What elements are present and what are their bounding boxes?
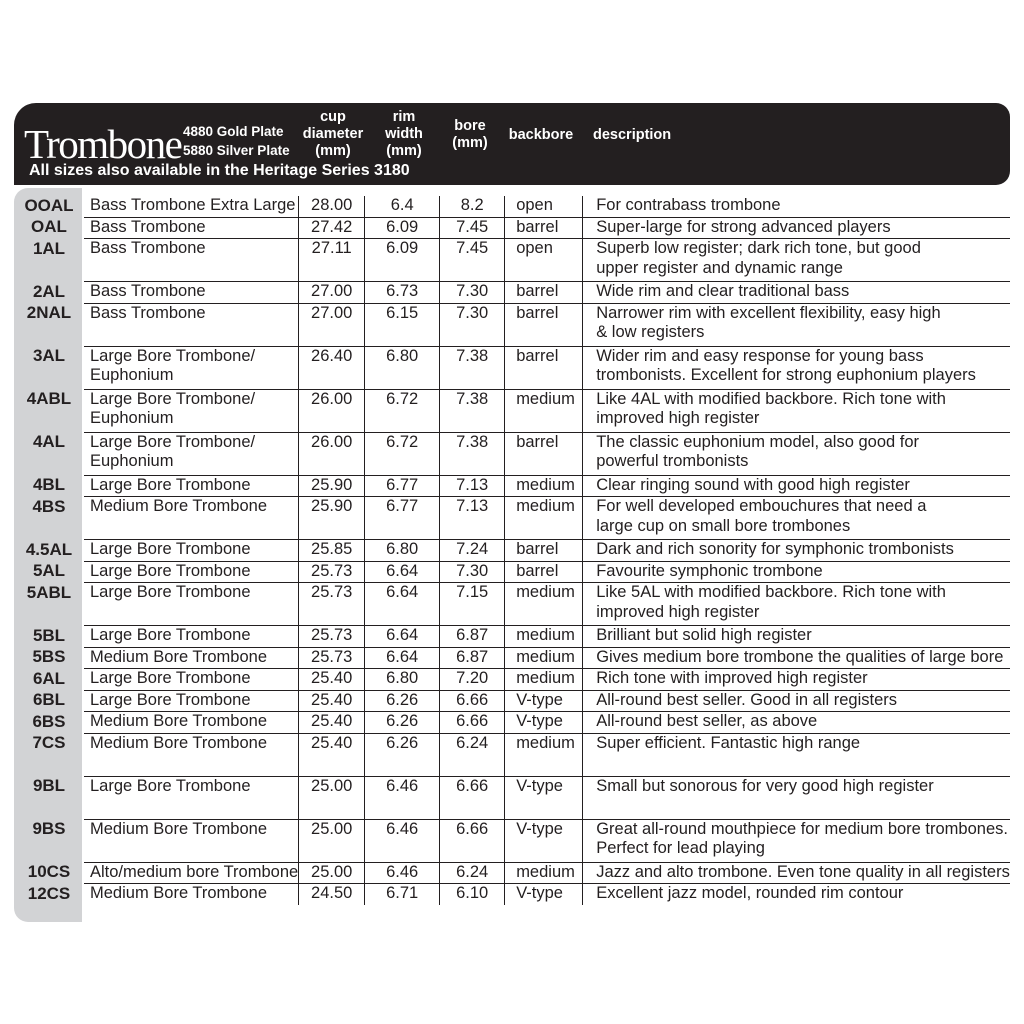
mouthpiece-table bbox=[14, 196, 1010, 905]
backbore-type: open bbox=[505, 196, 583, 217]
table-row bbox=[14, 733, 1010, 776]
cup-diameter: 25.00 bbox=[299, 862, 365, 884]
cup-diameter: 25.00 bbox=[299, 776, 365, 819]
brand-title: Trombone bbox=[24, 121, 182, 167]
model-code: 6AL bbox=[32, 668, 66, 688]
table-row bbox=[14, 303, 1010, 346]
model-name: Medium Bore Trombone bbox=[84, 647, 299, 669]
model-code: 2NAL bbox=[26, 303, 72, 322]
backbore-type: V-type bbox=[505, 712, 583, 734]
model-code: 5BS bbox=[32, 647, 66, 666]
model-name: Medium Bore Trombone bbox=[84, 497, 299, 540]
cup-diameter: 24.50 bbox=[299, 884, 365, 905]
description: Wide rim and clear traditional bass bbox=[583, 282, 1010, 304]
bore-size: 7.30 bbox=[440, 303, 505, 346]
model-code: 4AL bbox=[32, 432, 66, 451]
model-code: OOAL bbox=[24, 196, 74, 215]
table-row bbox=[14, 282, 1010, 304]
heritage-note: All sizes also available in the Heritage Series 3180 bbox=[29, 162, 410, 179]
description: Excellent jazz model, rounded rim contour bbox=[583, 884, 1010, 905]
model-code: 1AL bbox=[32, 238, 66, 258]
description: Jazz and alto trombone. Even tone quality in all registers bbox=[583, 862, 1010, 884]
cup-diameter: 25.00 bbox=[299, 819, 365, 862]
rim-width: 6.72 bbox=[365, 432, 440, 475]
rim-width: 6.46 bbox=[365, 862, 440, 884]
backbore-type: medium bbox=[505, 583, 583, 626]
cup-diameter: 26.40 bbox=[299, 346, 365, 389]
description: Super efficient. Fantastic high range bbox=[583, 733, 1010, 776]
table-row bbox=[14, 884, 1010, 905]
bore-size: 7.38 bbox=[440, 389, 505, 432]
table-row bbox=[14, 561, 1010, 583]
backbore-type: barrel bbox=[505, 217, 583, 239]
model-name: Large Bore Trombone bbox=[84, 583, 299, 626]
table-row bbox=[14, 432, 1010, 475]
cup-diameter: 25.40 bbox=[299, 712, 365, 734]
column-header-rim: rim width (mm) bbox=[385, 109, 423, 159]
backbore-type: barrel bbox=[505, 561, 583, 583]
rim-width: 6.64 bbox=[365, 647, 440, 669]
model-code: 9BL bbox=[32, 776, 66, 795]
model-code: 4.5AL bbox=[25, 539, 73, 559]
backbore-type: medium bbox=[505, 389, 583, 432]
model-name: Large Bore Trombone bbox=[84, 561, 299, 583]
description: Super-large for strong advanced players bbox=[583, 217, 1010, 239]
table-header bbox=[14, 103, 1010, 185]
model-code: 6BS bbox=[32, 711, 66, 731]
table-row bbox=[14, 217, 1010, 239]
cup-diameter: 25.40 bbox=[299, 669, 365, 691]
cup-diameter: 25.73 bbox=[299, 626, 365, 648]
table-row bbox=[14, 497, 1010, 540]
backbore-type: V-type bbox=[505, 819, 583, 862]
model-name: Bass Trombone bbox=[84, 282, 299, 304]
bore-size: 7.13 bbox=[440, 475, 505, 497]
description: Brilliant but solid high register bbox=[583, 626, 1010, 648]
cup-diameter: 25.90 bbox=[299, 475, 365, 497]
model-name: Medium Bore Trombone bbox=[90, 884, 267, 902]
bore-size: 7.30 bbox=[440, 561, 505, 583]
backbore-type: medium bbox=[505, 862, 583, 884]
model-name: Alto/medium bore Trombone bbox=[84, 862, 299, 884]
backbore-type: V-type bbox=[505, 690, 583, 712]
cup-diameter: 27.00 bbox=[299, 303, 365, 346]
description: For well developed embouchures that need a large cup on small bore trombones bbox=[583, 497, 1010, 540]
rim-width: 6.80 bbox=[365, 346, 440, 389]
bore-size: 7.45 bbox=[440, 239, 505, 282]
model-code: 5AL bbox=[32, 561, 66, 580]
rim-width: 6.73 bbox=[365, 282, 440, 304]
table-row bbox=[14, 239, 1010, 282]
column-header-cup: cup diameter (mm) bbox=[302, 109, 364, 159]
model-code: 7CS bbox=[32, 733, 66, 752]
bore-size: 7.20 bbox=[440, 669, 505, 691]
backbore-type: medium bbox=[505, 626, 583, 648]
bore-size: 7.38 bbox=[440, 346, 505, 389]
bore-size: 6.66 bbox=[440, 819, 505, 862]
table-row bbox=[14, 712, 1010, 734]
model-code: 4ABL bbox=[26, 389, 72, 408]
backbore-type: medium bbox=[505, 669, 583, 691]
bore-size: 6.24 bbox=[440, 733, 505, 776]
table-row bbox=[14, 389, 1010, 432]
cup-diameter: 27.42 bbox=[299, 217, 365, 239]
table-row bbox=[14, 862, 1010, 884]
rim-width: 6.71 bbox=[365, 884, 440, 905]
model-name: Large Bore Trombone bbox=[84, 540, 299, 562]
backbore-type: medium bbox=[505, 475, 583, 497]
bore-size: 6.87 bbox=[440, 647, 505, 669]
model-name: Bass Trombone bbox=[84, 303, 299, 346]
model-name: Medium Bore Trombone bbox=[84, 712, 299, 734]
column-header-description: description bbox=[593, 127, 672, 143]
backbore-type: medium bbox=[505, 647, 583, 669]
description: All-round best seller, as above bbox=[583, 712, 1010, 734]
table-row bbox=[14, 776, 1010, 819]
table-row bbox=[14, 690, 1010, 712]
table-row bbox=[14, 626, 1010, 648]
rim-width: 6.77 bbox=[365, 497, 440, 540]
bore-size: 6.66 bbox=[440, 690, 505, 712]
rim-width: 6.64 bbox=[365, 583, 440, 626]
backbore-type: barrel bbox=[505, 432, 583, 475]
rim-width: 6.46 bbox=[365, 776, 440, 819]
backbore-type: barrel bbox=[505, 282, 583, 304]
model-name: Bass Trombone Extra Large bbox=[84, 196, 299, 217]
rim-width: 6.80 bbox=[365, 540, 440, 562]
rim-width: 6.80 bbox=[365, 669, 440, 691]
rim-width: 6.64 bbox=[365, 561, 440, 583]
model-code: OAL bbox=[31, 217, 67, 236]
model-name: Large Bore Trombone bbox=[84, 626, 299, 648]
silver-plate-label: 5880 Silver Plate bbox=[183, 143, 290, 158]
bore-size: 6.66 bbox=[440, 776, 505, 819]
model-name: Large Bore Trombone bbox=[84, 690, 299, 712]
description: Like 5AL with modified backbore. Rich tone with improved high register bbox=[583, 583, 1010, 626]
table-row bbox=[14, 669, 1010, 691]
cup-diameter: 25.90 bbox=[299, 497, 365, 540]
backbore-type: V-type bbox=[505, 884, 583, 905]
cup-diameter: 25.73 bbox=[299, 561, 365, 583]
cup-diameter: 27.00 bbox=[299, 282, 365, 304]
backbore-type: barrel bbox=[505, 303, 583, 346]
model-code: 2AL bbox=[32, 281, 66, 301]
description: Favourite symphonic trombone bbox=[583, 561, 1010, 583]
model-name: Large Bore Trombone bbox=[84, 475, 299, 497]
bore-size: 7.30 bbox=[440, 282, 505, 304]
model-name: Large Bore Trombone/ Euphonium bbox=[84, 432, 299, 475]
table-row bbox=[14, 346, 1010, 389]
description: Clear ringing sound with good high register bbox=[583, 475, 1010, 497]
model-code: 4BS bbox=[32, 496, 66, 516]
bore-size: 7.24 bbox=[440, 540, 505, 562]
rim-width: 6.26 bbox=[365, 712, 440, 734]
description: Superb low register; dark rich tone, but good upper register and dynamic range bbox=[583, 239, 1010, 282]
bore-size: 6.87 bbox=[440, 626, 505, 648]
model-code: 5ABL bbox=[26, 582, 72, 602]
rim-width: 6.64 bbox=[365, 626, 440, 648]
table-row bbox=[14, 540, 1010, 562]
model-code: 4BL bbox=[32, 475, 66, 494]
table-row bbox=[14, 196, 1010, 217]
bore-size: 7.13 bbox=[440, 497, 505, 540]
cup-diameter: 26.00 bbox=[299, 432, 365, 475]
model-code: 9BS bbox=[32, 819, 66, 838]
backbore-type: barrel bbox=[505, 540, 583, 562]
model-code: 10CS bbox=[27, 862, 71, 881]
description: Rich tone with improved high register bbox=[583, 669, 1010, 691]
cup-diameter: 25.40 bbox=[299, 690, 365, 712]
backbore-type: medium bbox=[505, 733, 583, 776]
table-row bbox=[14, 583, 1010, 626]
backbore-type: medium bbox=[505, 497, 583, 540]
model-name: Large Bore Trombone bbox=[84, 776, 299, 819]
rim-width: 6.15 bbox=[365, 303, 440, 346]
bore-size: 8.2 bbox=[440, 196, 505, 217]
cup-diameter: 27.11 bbox=[299, 239, 365, 282]
cup-diameter: 28.00 bbox=[299, 196, 365, 217]
cup-diameter: 25.73 bbox=[299, 647, 365, 669]
model-name: Medium Bore Trombone bbox=[84, 819, 299, 862]
backbore-type: barrel bbox=[505, 346, 583, 389]
rim-width: 6.4 bbox=[365, 196, 440, 217]
model-code: 12CS bbox=[27, 883, 71, 903]
description: Great all-round mouthpiece for medium bore trombones. Perfect for lead playing bbox=[583, 819, 1010, 862]
description: Dark and rich sonority for symphonic trombonists bbox=[583, 540, 1010, 562]
rim-width: 6.26 bbox=[365, 733, 440, 776]
model-name: Medium Bore Trombone bbox=[84, 733, 299, 776]
description: The classic euphonium model, also good for powerful trombonists bbox=[583, 432, 1010, 475]
table-row bbox=[14, 819, 1010, 862]
model-name: Large Bore Trombone/ Euphonium bbox=[84, 346, 299, 389]
bore-size: 7.38 bbox=[440, 432, 505, 475]
cup-diameter: 25.85 bbox=[299, 540, 365, 562]
description: Wider rim and easy response for young bass trombonists. Excellent for strong euphonium players bbox=[583, 346, 1010, 389]
model-code: 6BL bbox=[32, 690, 66, 709]
bore-size: 7.15 bbox=[440, 583, 505, 626]
description: All-round best seller. Good in all registers bbox=[583, 690, 1010, 712]
backbore-type: open bbox=[505, 239, 583, 282]
bore-size: 6.66 bbox=[440, 712, 505, 734]
rim-width: 6.72 bbox=[365, 389, 440, 432]
model-name: Large Bore Trombone/ Euphonium bbox=[84, 389, 299, 432]
backbore-type: V-type bbox=[505, 776, 583, 819]
rim-width: 6.26 bbox=[365, 690, 440, 712]
model-name: Bass Trombone bbox=[84, 217, 299, 239]
cup-diameter: 25.40 bbox=[299, 733, 365, 776]
bore-size: 6.10 bbox=[440, 884, 505, 905]
model-name: Large Bore Trombone bbox=[84, 669, 299, 691]
table-row bbox=[14, 647, 1010, 669]
rim-width: 6.46 bbox=[365, 819, 440, 862]
cup-diameter: 25.73 bbox=[299, 583, 365, 626]
column-header-backbore: backbore bbox=[508, 127, 574, 143]
bore-size: 7.45 bbox=[440, 217, 505, 239]
rim-width: 6.09 bbox=[365, 217, 440, 239]
description: Like 4AL with modified backbore. Rich tone with improved high register bbox=[583, 389, 1010, 432]
gold-plate-label: 4880 Gold Plate bbox=[183, 124, 284, 139]
model-code: 3AL bbox=[32, 346, 66, 365]
description: Narrower rim with excellent flexibility, easy high & low registers bbox=[583, 303, 1010, 346]
model-name: Bass Trombone bbox=[84, 239, 299, 282]
description: Small but sonorous for very good high register bbox=[583, 776, 1010, 819]
description: Gives medium bore trombone the qualities of large bore bbox=[583, 647, 1010, 669]
description: For contrabass trombone bbox=[583, 196, 1010, 217]
rim-width: 6.77 bbox=[365, 475, 440, 497]
rim-width: 6.09 bbox=[365, 239, 440, 282]
bore-size: 6.24 bbox=[440, 862, 505, 884]
model-code: 5BL bbox=[32, 625, 66, 645]
cup-diameter: 26.00 bbox=[299, 389, 365, 432]
column-header-bore: bore (mm) bbox=[452, 118, 488, 151]
table-row bbox=[14, 475, 1010, 497]
